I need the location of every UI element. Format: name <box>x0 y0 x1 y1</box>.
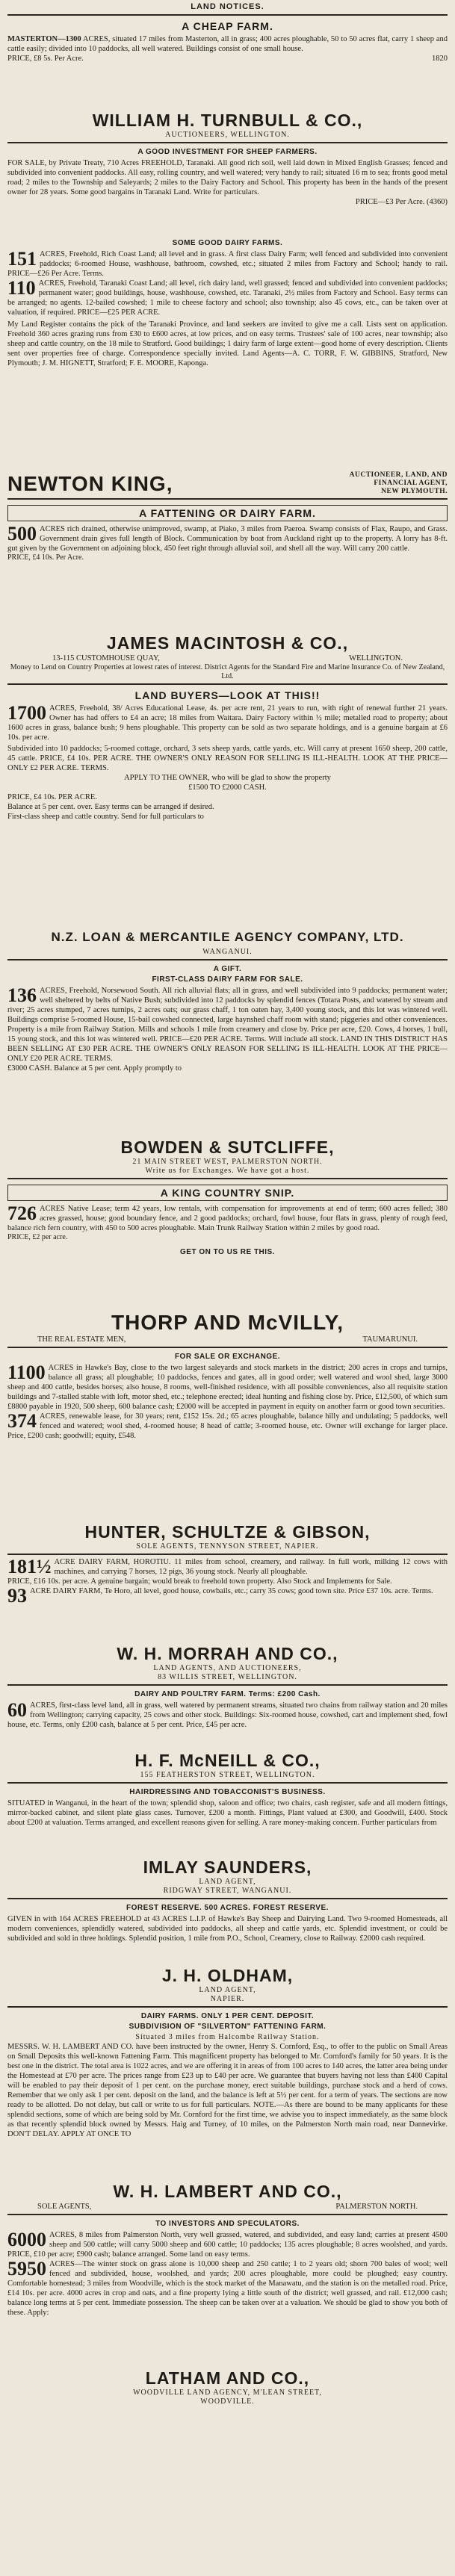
ad-header: SOME GOOD DAIRY FARMS. <box>172 239 283 247</box>
firm-nz-loan: N.Z. LOAN & MERCANTILE AGENCY COMPANY, LTD. <box>51 930 404 944</box>
divider <box>7 1782 448 1784</box>
listing-acres: 60 <box>7 1699 27 1721</box>
ad-price: PRICE, £16 10s. per acre. A genuine bargain; would break to freehold town property. Also Stock and Implements for Sale. <box>7 1577 392 1586</box>
price-row <box>7 54 448 63</box>
ad-header: HAIRDRESSING AND TOBACCONIST'S BUSINESS. <box>129 1788 326 1796</box>
caption-line: AUCTIONEER, LAND, AND <box>349 471 448 479</box>
ad-header: DAIRY FARMS. ONLY 1 PER CENT. DEPOSIT. <box>140 2012 315 2020</box>
ad-header: LAND BUYERS—LOOK AT THIS!! <box>134 689 321 701</box>
ad-closing: First-class sheep and cattle country. Send for full particulars to <box>7 813 204 821</box>
firm-thorp: THORP AND McVILLY, <box>111 1311 344 1334</box>
firm-sub: LAND AGENTS, AND AUCTIONEERS, <box>153 1664 302 1672</box>
address-right: TAUMARUNUI. <box>362 1335 418 1344</box>
ad-agent: APPLY TO THE OWNER, who will be glad to show the property <box>124 774 331 782</box>
firm-sub: WOODVILLE LAND AGENCY, M'LEAN STREET, <box>133 2389 322 2397</box>
ad-text: FOR SALE, by Private Treaty, 710 Acres FREEHOLD, Taranaki. All good rich soil, well laid down in Mixed English Grasses; fenced and subdivided into convenient paddocks. All easy, rolling country, and well watered; very handy to rail; situated 16 m to sea; fronts good metal road; 2 miles to the Township and Saleyards; 2 miles to the Dairy Factory and School. This property has been in the hands of the present owner for 28 years. Some good bargains in Taranaki Land. Write for particulars. <box>7 159 448 196</box>
ad-header: A GOOD INVESTMENT FOR SHEEP FARMERS. <box>137 148 318 156</box>
firm-note: Money to Lend on Country Properties at lowest rates of interest. District Agents for the Standard Fire and Marine Insurance Co. of New Zealand, Ltd. <box>10 663 445 680</box>
address-right: PALMERSTON NORTH. <box>335 2203 418 2211</box>
ad-subheader: FIRST-CLASS DAIRY FARM FOR SALE. <box>152 975 303 984</box>
firm-address <box>7 654 448 663</box>
divider <box>7 1178 448 1179</box>
terms-text: Balance at 5 per cent. Apply promptly to <box>54 1064 182 1073</box>
firm-address: 21 MAIN STREET WEST, PALMERSTON NORTH. <box>132 1158 323 1166</box>
listing <box>7 2259 448 2318</box>
divider <box>7 683 448 685</box>
listing-text: ACRES, Freehold, 38/ Acres Educational Lease, 4s. per acre rent, 21 years to run, with right of renewal further 21 years. Owner has had offers to £4 an acre; 18 miles from Waitara. Dairy Factory within ½ mile; metalled road to property; about 1600 acres in grass, balance bush; 9 hens ploughable. This property can be sold as two separate holdings, and is a genuine bargain at £6 10s. per acre. <box>7 704 448 742</box>
ad-header: A GIFT. <box>213 965 242 973</box>
ad-price: PRICE—£3 Per Acre. <box>355 198 425 206</box>
ad-lead: MASTERTON—1300 <box>7 35 81 43</box>
divider <box>7 2214 448 2215</box>
ad-note: My Land Register contains the pick of the Taranaki Province, and land seekers are invited to give me a call. Lists sent on application. Freehold 360 acres grazing runs from £30 to £600 acres, at low prices, and on easy terms. Trustees' sale of 100 acres, near township; also sheep and cattle country, on the 18 mile to Stratford. Good buildings; 1 dairy farm of large extent—good home of every description. Clients sent over properties free of charge. Correspondence specially invited. Land Agents—A. C. TORR, F. W. GIBBINS, Stratford, New Plymouth; J. M. HIGNETT, Stratford; F. E. MOORE, Kaponga. <box>7 320 448 367</box>
ad-location: Situated 3 miles from Halcombe Railway Station. <box>135 2033 320 2041</box>
firm-bowden: BOWDEN & SUTCLIFFE, <box>120 1138 335 1157</box>
listing-acres: 93 <box>7 1585 27 1607</box>
listing-acres: 1100 <box>7 1362 46 1383</box>
listing-text: ACRES—The winter stock on grass alone is 10,000 sheep and 250 cattle; 1 to 2 years old; shorn 700 bales of wool; well fenced and subdivided, house, woolshed, and yards; 200 acres ploughable, more could be ploughed; easy country. Comfortable homestead; 3 miles from Woodville, which is the stock market of the Manawatu, and the station is on the metalled road. Price, £14 10s. per acre. 4000 acres in crop and oats, and a fine property lying a little south of the district; well grassed, and rail. £12,000 cash; balance long terms at 5 per cent. Immediate possession. The sheep can be taken over at a valuation. We should be glad to show you both of these. Apply: <box>7 2260 448 2317</box>
listing-acres: 136 <box>7 984 37 1006</box>
ad-fattening-farm <box>7 502 448 630</box>
listing-text: ACRES, Freehold, Norsewood South. All rich alluvial flats; all in grass, and well subdivided into 9 paddocks; permanent water; well sheltered by belts of Native Bush; subdivided into 12 paddocks by splendid fences (Totara Posts, and watered by stream and river; 25 acres stumped, 7 acres turnips, 2 acres oats; our grass chaff, 1 ton oaten hay, 3,400 young stock, and this lot was wintered well. Buildings comprise 5-roomed House, 15-bail cowshed connected, large haynshed chaff room with stand; piggeries and other conveniences. Property is a mile from Railway Station. Mills and schools 1 mile from creamery and close by. Price per acre, £20. Cows, 4 horses, 1 bull, 15 young stock, and this lot was wintered well. PRICE—£20 PER ACRE. Terms. Will include all stock. LAND IN THIS DISTRICT HAS BEEN SELLING AT £30 PER ACRE. THE OWNER'S ONLY REASON FOR SELLING IS ILL-HEALTH. LOOK AT THE PRICE—ONLY £20 PER ACRE. TERMS. <box>7 987 448 1063</box>
ad-exchange <box>7 1350 448 1519</box>
listing-acres: 6000 <box>7 2229 46 2250</box>
listing-acres: 374 <box>7 1410 37 1432</box>
ad-ref: (4360) <box>427 198 448 206</box>
firm-sub: SOLE AGENTS, TENNYSON STREET, NAPIER. <box>136 1542 319 1551</box>
divider <box>7 1347 448 1348</box>
firm-caption <box>350 471 448 496</box>
ad-header: A CHEAP FARM. <box>182 20 273 32</box>
firm-sub: LAND AGENT, <box>199 1986 256 1994</box>
ad-price: PRICE, £2 per acre. <box>7 1233 68 1241</box>
listing <box>7 1557 448 1577</box>
listing <box>7 1585 448 1607</box>
ad-silverton <box>7 2010 448 2179</box>
listing-acres: 500 <box>7 523 37 544</box>
ad-body <box>7 986 448 1064</box>
ad-hairdressing <box>7 1786 448 1855</box>
firm-macintosh: JAMES MACINTOSH & CO., <box>106 633 349 653</box>
listing-text: ACRES Native Lease; term 42 years, low rentals, with compensation for improvements at end of term; 600 acres felled; 380 acres grassed, house; good boundary fence, and 2 good paddocks; orchard, fowl house, four flats in grass, plenty of rough feed, balance rich fern country, with 450 to 500 acres ploughable. Main Trunk Railway Station within 2 miles by good road. <box>7 1205 448 1232</box>
firm-sub: WANGANUI. <box>202 948 253 956</box>
ad-forest-reserve <box>7 1902 448 1963</box>
firm-hunter: HUNTER, SCHULTZE & GIBSON, <box>84 1522 371 1542</box>
ad-subheader: SUBDIVISION OF "SILVERTON" FATTENING FARM. <box>129 2023 326 2031</box>
price-row <box>7 197 448 207</box>
firm-lambert: W. H. LAMBERT AND CO., <box>113 2182 342 2201</box>
listing-acres: 726 <box>7 1202 37 1224</box>
ad-terms: Balance at 5 per cent. over. Easy terms can be arranged if desired. <box>7 803 214 811</box>
divider <box>7 498 448 500</box>
ad-poultry-farm <box>7 1688 448 1748</box>
divider <box>7 959 448 960</box>
firm-sub: LAND AGENT, <box>199 1878 256 1886</box>
ad-body <box>7 34 448 54</box>
ad-ref: 1820 <box>432 55 448 63</box>
listing <box>7 1701 448 1730</box>
listing <box>7 1412 448 1441</box>
ad-header: FOR SALE OR EXCHANGE. <box>174 1353 281 1361</box>
ad-body <box>7 1204 448 1233</box>
firm-mcneill: H. F. McNEILL & CO., <box>134 1751 321 1770</box>
listing-acres: 151 <box>7 248 37 270</box>
listing-text: ACRES in Hawke's Bay, close to the two largest saleyards and stock markets in the district; 200 acres in crops and turnips, balance all grass; all ploughable; 10 paddocks, fences and gates, all in good order; well watered and wool shed, large 3000 sheep and 400 cattle, besides horses; also house, 8 rooms, well-finished residence, with all possible conveniences, also all requisite station buildings and 7-stalled stable with loft, motor shed, etc.; telephone erected; ideal hunting and fishing close by. Price, £12,500, of which sum £8800 payable in 1920, 500 sheep, 600 balance cash; £2000 will be accepted in payment in equity on another farm or good town securities. <box>7 1364 448 1411</box>
firm-oldham: J. H. OLDHAM, <box>161 1966 294 1985</box>
ad-cheap-farm <box>7 18 448 108</box>
divider <box>7 1554 448 1555</box>
ad-dairy-horotiu <box>7 1557 448 1641</box>
ad-subdivided: Subdivided into 10 paddocks; 5-roomed cottage, orchard, 3 sets sheep yards, cattle yards, etc. Will carry at present 1650 sheep, 200 cattle, 45 cattle. PRICE, £4 10s. PER ACRE. THE OWNER'S ONLY REASON FOR SELLING IS ILL-HEALTH. LOOK AT THE PRICE—ONLY £2 PER ACRE. TERMS. <box>7 745 448 772</box>
listing <box>7 249 448 279</box>
ad-land-buyers <box>7 687 448 925</box>
listing-acres: 110 <box>7 277 36 299</box>
divider <box>7 1684 448 1686</box>
listing-text: ACRES, Freehold, Taranaki Coast Land; all level, rich dairy land, well grassed; fenced and subdivided into convenient paddocks; permanent water; good buildings, house, washhouse, cowshed, etc. Taranaki, 2½ miles from Factory and School. Easy terms can be arranged; no agents. 12-bailed cowshed; 1 mile to cheese factory and school; also township; also 45 cows, etc., can be taken over at valuation, if required. PRICE—£25 PER ACRE. <box>7 279 448 317</box>
listing-acres: 5950 <box>7 2258 46 2279</box>
ad-text: SITUATED in Wanganui, in the heart of the town; splendid shop, saloon and office; two chairs, cash register, safe and all modern fittings, mirror-backed cabinet, and silent plate glass cases. Turnover, £200 a month. Fittings, Plant valued at £300, and Goodwill, £400. Stock about £200 at valuation. Terms arranged, and excellent reasons given for selling. A rare money-making concern. Further particulars from <box>7 1799 448 1827</box>
firm-address: NAPIER. <box>210 1995 245 2003</box>
firm-sub: AUCTIONEERS, WELLINGTON. <box>165 131 290 139</box>
divider <box>7 14 448 16</box>
ad-sheep-investment <box>7 146 448 237</box>
ad-text: MESSRS. W. H. LAMBERT AND CO. have been instructed by the owner, Henry S. Cornford, Esq., to offer to the public on Small Areas on Small Deposits this well-known Fattening Farm. This magnificent property has belonged to Mr. Cornford's family for 50 years. It is the best one in the district. The total area is 1022 acres, and we are offering it in areas of from 100 acres to 140 acres, the latter area being under the Homestead at £70 per acre. The prices range from £23 up to £40 per acre. We guarantee that buyers having not less than £400 Capital will be enabled to pay their deposit of 1 per cent. on the purchase money, erect suitable buildings, purchase stock and a herd of cows. Remember that we only ask 1 per cent. deposit on the land, and the balance is left at 5½ per cent. for a term of years. The sections are now ready to be allotted. Do not delay, but call or write to us for full particulars. NOTE.—As there are bound to be many applicants for these splendid sections, some of which are being sold by Mr. Cornford for the first time, we advise you to inspect immediately, as the same block as that recently splendid block owned by Messrs. Haig and Turney, of 10 miles, on the Palmerston North main road, near Dannevirke. DON'T DELAY. APPLY AT ONCE TO <box>7 2043 448 2138</box>
ad-header: TO INVESTORS AND SPECULATORS. <box>155 2220 300 2228</box>
address-right: WELLINGTON. <box>349 654 403 662</box>
address-left: 13-115 CUSTOMHOUSE QUAY, <box>52 654 160 662</box>
ad-stamp: A FATTENING OR DAIRY FARM. <box>7 505 448 521</box>
ad-text: GIVEN in with 164 ACRES FREEHOLD at 43 ACRES L.I.P. of Hawke's Bay Sheep and Dairying Land. Two 9-roomed Homesteads, all modern conveniences, splendidly watered, subdivided into paddocks, all sheep and cattle yards, etc. Splendid investment, or could be subdivided and sold in three holdings. Splendid position, 1 mile from P.O., School, Creamery, close to Railway. £2000 cash required. <box>7 1915 448 1943</box>
ad-tagline: GET ON TO US RE THIS. <box>180 1248 275 1256</box>
address-left: SOLE AGENTS, <box>37 2203 92 2211</box>
firm-newton-king <box>7 471 448 496</box>
listing <box>7 279 448 317</box>
ad-cash <box>7 1064 448 1073</box>
listing-text: ACRES rich drained, otherwise unimproved, swamp, at Piako, 3 miles from Paeroa. Swamp consists of Flax, Raupo, and Grass. Government drain gives full length of Block. Communication by boat from Auckland right up to the property. A lorry has 8-ft. gut given by the Government on adjoining block, 450 feet right through alluvial soil, and shell all the way. Will carry 200 cattle. <box>7 525 448 553</box>
ad-terms: PRICE, £4 10s. PER ACRE. <box>7 793 97 801</box>
listing <box>7 1363 448 1412</box>
divider <box>7 2006 448 2008</box>
firm-address: RIDGWAY STREET, WANGANUI. <box>163 1887 292 1895</box>
cash-text: £3000 CASH. <box>7 1064 52 1073</box>
ad-price: Price £37 10s. acre. Terms. <box>348 1587 433 1595</box>
listing-text: ACRES, 8 miles from Palmerston North, very well grassed, watered, and subdivided, and easy land; carries at present 4500 sheep and 500 cattle; will carry 5000 sheep and 600 cattle; 10 paddocks; 135 acres ploughable; 8 acres woolshed, and yards. PRICE, £10 per acre; £900 cash; balance arranged. Some land on easy terms. <box>7 2231 448 2259</box>
newspaper-page <box>7 0 448 2567</box>
firm-address: 155 FEATHERSTON STREET, WELLINGTON. <box>140 1771 315 1779</box>
firm-address <box>7 1335 448 1344</box>
ad-cash: £1500 TO £2000 CASH. <box>188 783 267 792</box>
listing-acres: 181½ <box>7 1557 52 1577</box>
ad-price: PRICE, £4 10s. Per Acre. <box>7 553 84 562</box>
listing-text: ACRE DAIRY FARM, Te Horo, all level, good house, cowbails, etc.; carry 35 cows; good town site. <box>30 1587 347 1595</box>
listing-acres: 1700 <box>7 702 46 724</box>
firm-morrah: W. H. MORRAH AND CO., <box>117 1644 338 1663</box>
firm-name: NEWTON KING, <box>7 471 173 495</box>
firm-exchange: Write us for Exchanges. We have got a host. <box>145 1167 310 1175</box>
ad-dairy-farms <box>7 237 448 471</box>
caption-line: FINANCIAL AGENT, <box>374 479 448 487</box>
ad-header: FOREST RESERVE. 500 ACRES. FOREST RESERVE. <box>126 1904 329 1912</box>
divider <box>7 1898 448 1899</box>
ad-king-country <box>7 1182 448 1309</box>
ad-gift <box>7 963 448 1135</box>
ad-body <box>7 524 448 553</box>
firm-turnbull: WILLIAM H. TURNBULL & CO., <box>92 111 363 130</box>
ad-body <box>7 704 448 742</box>
ad-investors <box>7 2217 448 2365</box>
ad-price: PRICE, £8 5s. Per Acre. <box>7 55 84 63</box>
address-left: THE REAL ESTATE MEN, <box>37 1335 126 1344</box>
listing-text: ACRES, Freehold, Rich Coast Land; all level and in grass. A first class Dairy Farm; well fenced and subdivided into convenient paddocks; 6-roomed House, washhouse, bathroom, cowshed, etc.; situated 2 miles from Factory and School; handy to rail. PRICE—£26 Per Acre. Terms. <box>7 250 448 278</box>
firm-address: 83 WILLIS STREET, WELLINGTON. <box>158 1673 297 1681</box>
firm-imlay: IMLAY SAUNDERS, <box>143 1857 312 1877</box>
ad-header: DAIRY AND POULTRY FARM. Terms: £200 Cash. <box>134 1690 321 1698</box>
firm-latham: LATHAM AND CO., <box>145 2368 310 2388</box>
divider <box>7 142 448 143</box>
ad-text: ACRES, situated 17 miles from Masterton, all in grass; 400 acres ploughable, 50 to 50 acres flat, carry 1 sheep and cattle easily; divided into 10 paddocks, all well watered. Buildings consist of one small house. <box>7 35 448 53</box>
caption-line: NEW PLYMOUTH. <box>381 488 448 495</box>
listing <box>7 2230 448 2259</box>
firm-address: WOODVILLE. <box>200 2397 255 2406</box>
listing-text: ACRES, renewable lease, for 30 years; rent, £152 15s. 2d.; 65 acres ploughable, balance hilly and undulating; 5 paddocks, well fenced and watered; wool shed, 4-roomed house; 8 head of cattle; 3-roomed house, etc. Owner will exchange for larger place. Price, £200 cash; goodwill; equity, £548. <box>7 1412 448 1440</box>
section-masthead: LAND NOTICES. <box>191 2 264 11</box>
listing-text: ACRE DAIRY FARM, HOROTIU. 11 miles from school, creamery, and railway. In full work, milking 12 cows with machines, and carrying 7 horses, 12 pigs, 36 young stock. Nearly all ploughable. <box>54 1558 448 1576</box>
firm-address <box>7 2202 448 2212</box>
listing-text: ACRES, first-class level land, all in grass, well watered by permanent streams, situated two chains from railway station and 20 miles from Wellington; carrying capacity, 25 cows and other stock. Buildings: Six-roomed house, cowshed, cart and implement shed, fowl house, etc. Terms, only £200 cash, balance at 5 per cent. Price, £45 per acre. <box>7 1701 448 1729</box>
ad-stamp: A KING COUNTRY SNIP. <box>7 1185 448 1201</box>
